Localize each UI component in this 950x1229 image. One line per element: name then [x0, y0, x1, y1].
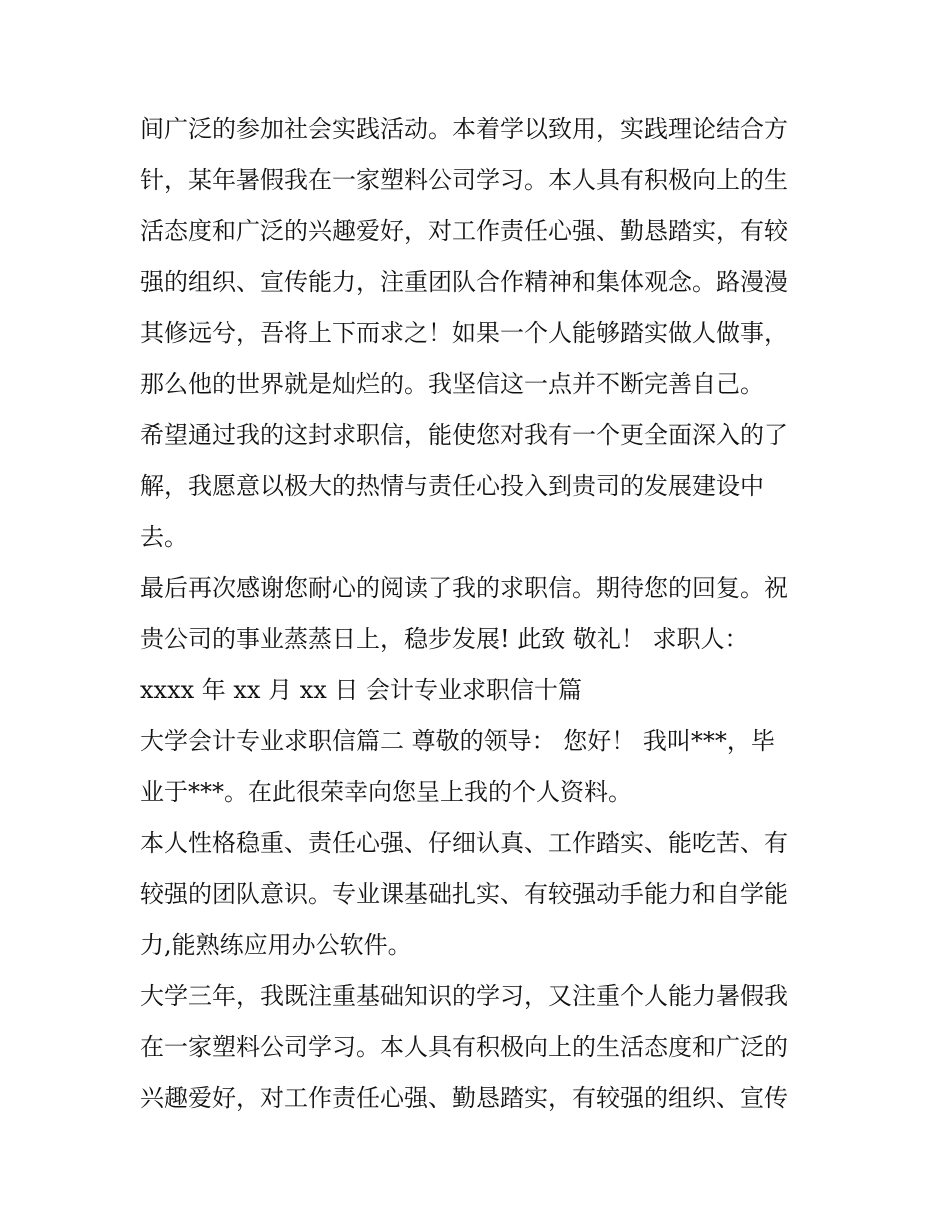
text-line: 针，某年暑假我在一家塑料公司学习。本人具有积极向上的生 [140, 166, 788, 194]
text-line: 大学会计专业求职信篇二 尊敬的领导： 您好！ 我叫***，毕 [140, 727, 775, 755]
text-line: 力,能熟练应用办公软件。 [140, 931, 412, 959]
text-line: 去。 [140, 523, 188, 551]
text-line: 业于***。在此很荣幸向您呈上我的个人资料。 [140, 778, 632, 806]
text-line: 解，我愿意以极大的热情与责任心投入到贵司的发展建设中 [140, 472, 764, 500]
text-line: 贵公司的事业蒸蒸日上，稳步发展! 此致 敬礼！ 求职人： [140, 625, 749, 653]
text-line: 在一家塑料公司学习。本人具有积极向上的生活态度和广泛的 [140, 1033, 788, 1061]
text-line: 最后再次感谢您耐心的阅读了我的求职信。期待您的回复。祝 [140, 574, 788, 602]
text-line: 较强的团队意识。专业课基础扎实、有较强动手能力和自学能 [140, 880, 788, 908]
text-line: 本人性格稳重、责任心强、仔细认真、工作踏实、能吃苦、有 [140, 829, 788, 857]
text-line: 希望通过我的这封求职信，能使您对我有一个更全面深入的了 [140, 421, 788, 449]
document-body [140, 104, 820, 1124]
text-line: 间广泛的参加社会实践活动。本着学以致用，实践理论结合方 [140, 115, 788, 143]
text-line: 强的组织、宣传能力，注重团队合作精神和集体观念。路漫漫 [140, 268, 788, 296]
text-line: 兴趣爱好，对工作责任心强、勤恳踏实，有较强的组织、宣传 [140, 1084, 788, 1112]
text-line: 那么他的世界就是灿烂的。我坚信这一点并不断完善自己。 [140, 370, 764, 398]
text-line: 大学三年，我既注重基础知识的学习，又注重个人能力暑假我 [140, 982, 788, 1010]
text-line: 其修远兮，吾将上下而求之！如果一个人能够踏实做人做事， [140, 319, 788, 347]
text-line: xxxx 年 xx 月 xx 日 会计专业求职信十篇 [140, 676, 583, 704]
text-line: 活态度和广泛的兴趣爱好，对工作责任心强、勤恳踏实，有较 [140, 217, 788, 245]
